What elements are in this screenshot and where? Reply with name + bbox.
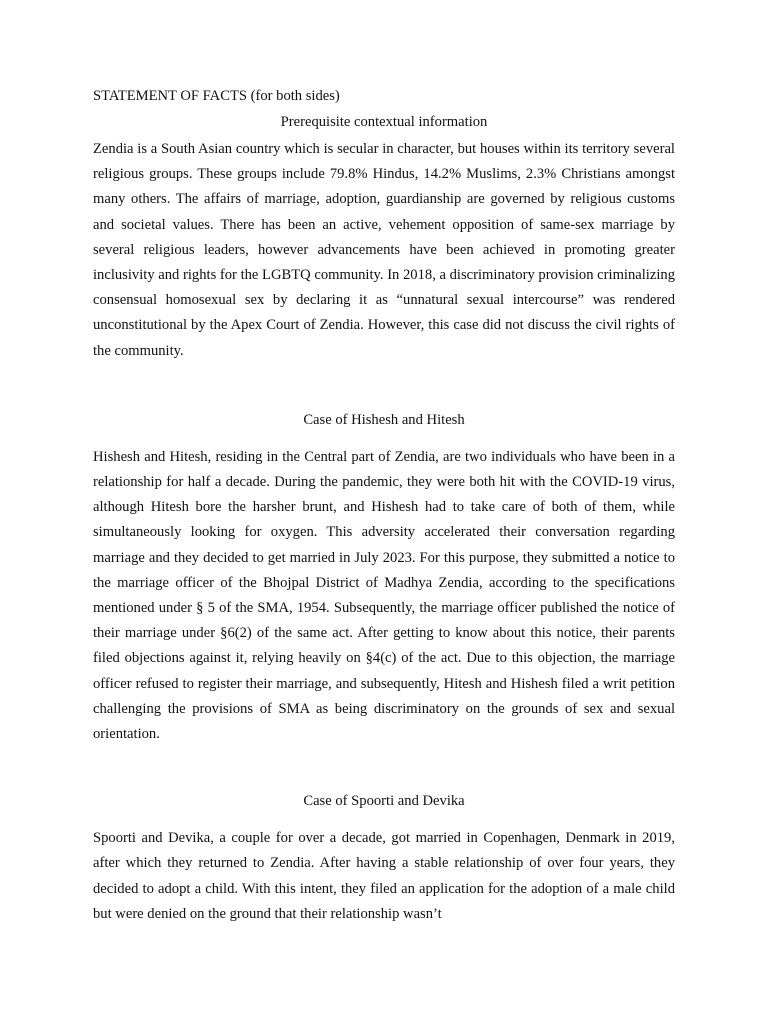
section-spacer	[93, 364, 675, 408]
title-spacer	[93, 813, 675, 823]
case-paragraph: Hishesh and Hitesh, residing in the Central part of Zendia, are two individuals who have been in a relationship for half a decade. During the pandemic, they were both hit with the COVID-19 virus, although Hitesh bore the harsher brunt, and Hishesh had to take care of both of them, while simultaneously looking for oxygen. This adversity accelerated their conversation regarding marriage and they decided to get married in July 2023. For this purpose, they submitted a notice to the marriage officer of the Bhojpal District of Madhya Zendia, according to the specifications mentioned under § 5 of the SMA, 1954. Subsequently, the marriage officer published the notice of their marriage under §6(2) of the same act. After getting to know about this notice, their parents filed objections against it, relying heavily on §4(c) of the act. Due to this objection, the marriage officer refused to register their marriage, and subsequently, Hitesh and Hishesh filed a writ petition challenging the provisions of SMA as being discriminatory on the grounds of sex and sexual orientation.	[93, 448, 675, 743]
case-paragraph: Spoorti and Devika, a couple for over a decade, got married in Copenhagen, Denmark in 2019, after which they returned to Zendia. After having a stable relationship of over four years, they decided to adopt a child. With this intent, they filed an application for the adoption of a male child but were denied on the ground that their relationship wasn’t	[93, 830, 675, 922]
title-spacer	[93, 432, 675, 442]
case-title: Case of Spoorti and Devika	[303, 793, 465, 810]
contextual-information-subheading: Prerequisite contextual information	[280, 114, 488, 130]
case-hishesh-hitesh-section	[93, 408, 675, 747]
case-title: Case of Hishesh and Hitesh	[303, 411, 465, 428]
intro-paragraph: Zendia is a South Asian country which is secular in character, but houses within its territory several religious groups. These groups include 79.8% Hindus, 14.2% Muslims, 2.3% Christians amongst many others. The affairs of marriage, adoption, guardianship are governed by religious customs and societal values. There has been an active, vehement opposition of same-sex marriage by several religious leaders, however advancements have been achieved in promoting greater inclusivity and rights for the LGBTQ community. In 2018, a discriminatory provision criminalizing consensual homosexual sex by declaring it as “unnatural sexual intercourse” was rendered unconstitutional by the Apex Court of Zendia. However, this case did not discuss the civil rights of the community.	[93, 141, 675, 359]
section-spacer	[93, 747, 675, 789]
statement-of-facts-heading: STATEMENT OF FACTS (for both sides)	[93, 88, 340, 104]
document-body	[93, 84, 675, 927]
case-spoorti-devika-section	[93, 789, 675, 927]
